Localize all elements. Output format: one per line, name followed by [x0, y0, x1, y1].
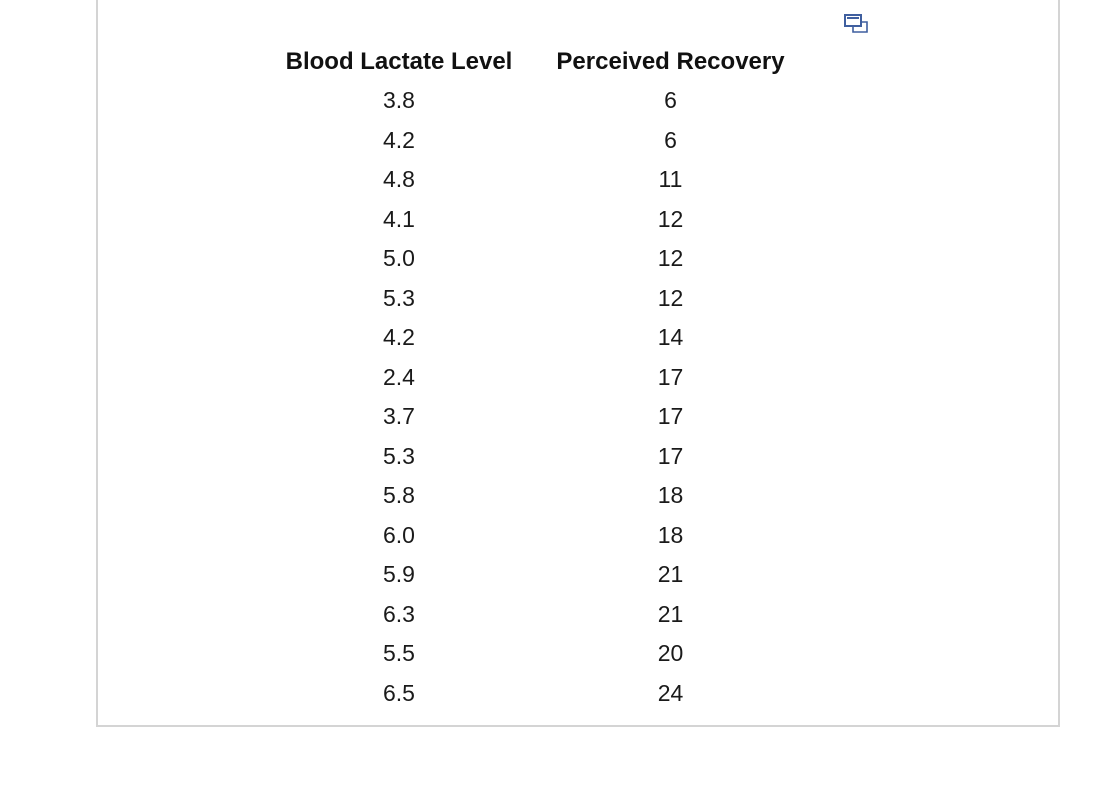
perceived-recovery-cell: 11 — [658, 166, 683, 193]
blood-lactate-level-cell: 5.9 — [383, 561, 415, 588]
data-table — [274, 42, 817, 713]
table-row — [274, 239, 817, 279]
copy-to-clipboard-icon[interactable] — [844, 14, 868, 34]
table-row — [274, 81, 817, 121]
table-row — [274, 318, 817, 358]
perceived-recovery-cell: 21 — [657, 600, 684, 627]
blood-lactate-level-cell: 4.1 — [383, 205, 415, 232]
blood-lactate-level-cell: 4.2 — [383, 324, 415, 351]
column-header-perceived-recovery: Perceived Recovery — [556, 47, 785, 75]
perceived-recovery-cell: 18 — [657, 521, 684, 548]
perceived-recovery-cell: 21 — [657, 561, 684, 588]
table-row — [274, 279, 817, 319]
perceived-recovery-cell: 17 — [657, 442, 684, 469]
blood-lactate-level-cell: 4.8 — [383, 166, 415, 193]
blood-lactate-level-cell: 5.3 — [383, 442, 415, 469]
table-row — [274, 397, 817, 437]
blood-lactate-level-cell: 5.8 — [383, 482, 415, 509]
perceived-recovery-cell: 12 — [657, 205, 684, 232]
table-row — [274, 595, 817, 635]
perceived-recovery-cell: 6 — [664, 126, 677, 153]
perceived-recovery-cell: 18 — [657, 482, 684, 509]
table-row — [274, 437, 817, 477]
blood-lactate-level-cell: 6.3 — [383, 600, 415, 627]
table-row — [274, 516, 817, 556]
blood-lactate-level-cell: 3.8 — [383, 87, 415, 114]
perceived-recovery-cell: 17 — [657, 403, 684, 430]
table-row — [274, 476, 817, 516]
table-row — [274, 634, 817, 674]
table-row — [274, 358, 817, 398]
blood-lactate-level-cell: 6.5 — [383, 679, 415, 706]
data-table-panel — [96, 0, 1060, 727]
perceived-recovery-cell: 24 — [657, 679, 684, 706]
blood-lactate-level-cell: 5.5 — [383, 640, 415, 667]
blood-lactate-level-cell: 3.7 — [383, 403, 415, 430]
table-header-row — [274, 42, 817, 81]
perceived-recovery-cell: 12 — [657, 245, 684, 272]
table-row — [274, 160, 817, 200]
column-header-blood-lactate-level: Blood Lactate Level — [285, 47, 513, 75]
table-body — [274, 81, 817, 713]
perceived-recovery-cell: 17 — [657, 363, 684, 390]
perceived-recovery-cell: 12 — [657, 284, 684, 311]
blood-lactate-level-cell: 5.0 — [383, 245, 415, 272]
table-row — [274, 121, 817, 161]
blood-lactate-level-cell: 4.2 — [383, 126, 415, 153]
table-row — [274, 674, 817, 714]
table-row — [274, 555, 817, 595]
blood-lactate-level-cell: 2.4 — [383, 363, 415, 390]
table-row — [274, 200, 817, 240]
perceived-recovery-cell: 20 — [657, 640, 684, 667]
blood-lactate-level-cell: 6.0 — [383, 521, 415, 548]
perceived-recovery-cell: 6 — [664, 87, 677, 114]
perceived-recovery-cell: 14 — [657, 324, 684, 351]
blood-lactate-level-cell: 5.3 — [383, 284, 415, 311]
